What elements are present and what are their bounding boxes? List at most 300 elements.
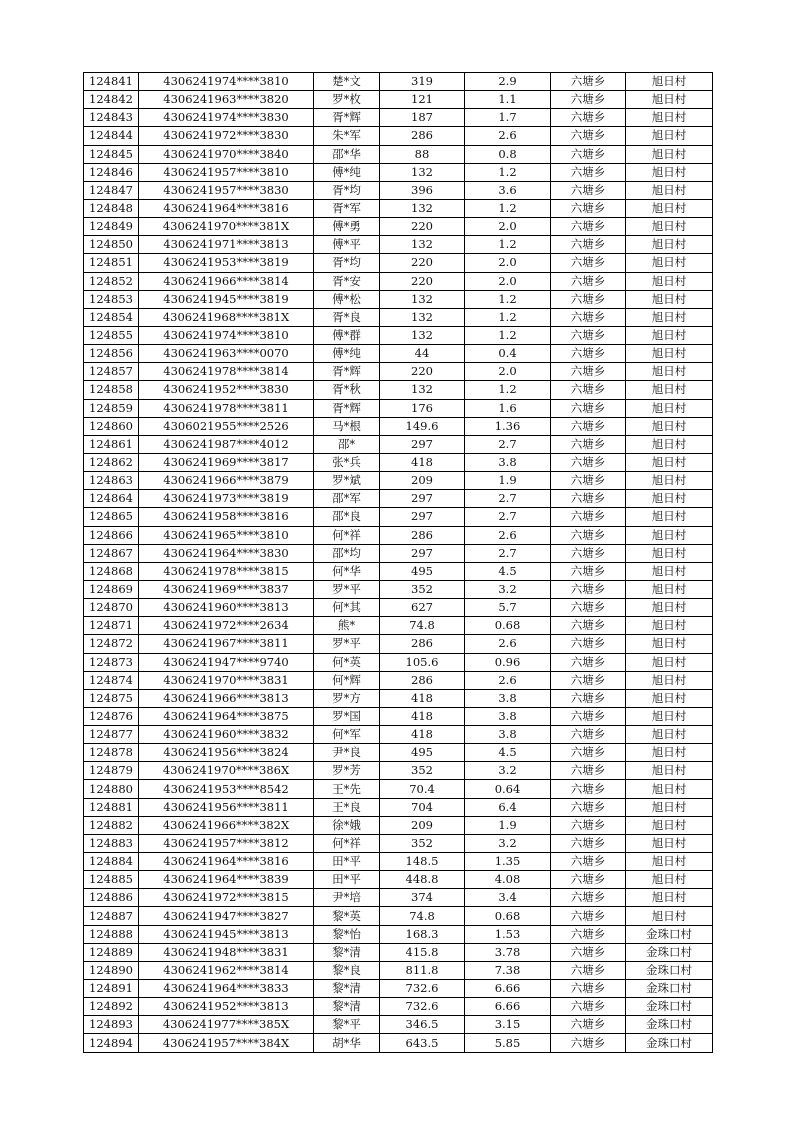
id-number-cell: 4306241974****3810	[139, 326, 314, 344]
township-cell: 六塘乡	[551, 907, 626, 925]
area-cell: 1.2	[465, 236, 551, 254]
id-number-cell: 4306241962****3814	[139, 961, 314, 979]
area-cell: 2.0	[465, 272, 551, 290]
id-number-cell: 4306241964****3839	[139, 871, 314, 889]
id-number-cell: 4306241978****3814	[139, 363, 314, 381]
area-cell: 1.6	[465, 399, 551, 417]
village-cell: 旭日村	[626, 345, 713, 363]
area-cell: 0.4	[465, 345, 551, 363]
id-number-cell: 4306241956****3811	[139, 798, 314, 816]
area-cell: 3.78	[465, 943, 551, 961]
table-row	[84, 834, 713, 852]
name-cell: 邵*军	[314, 490, 380, 508]
area-cell: 4.5	[465, 744, 551, 762]
amount-cell: 297	[380, 435, 465, 453]
name-cell: 黎*清	[314, 998, 380, 1016]
village-cell: 旭日村	[626, 163, 713, 181]
village-cell: 旭日村	[626, 780, 713, 798]
area-cell: 6.66	[465, 998, 551, 1016]
table-row	[84, 943, 713, 961]
name-cell: 朱*军	[314, 127, 380, 145]
township-cell: 六塘乡	[551, 798, 626, 816]
name-cell: 何*其	[314, 599, 380, 617]
township-cell: 六塘乡	[551, 853, 626, 871]
table-row	[84, 417, 713, 435]
amount-cell: 149.6	[380, 417, 465, 435]
village-cell: 旭日村	[626, 544, 713, 562]
amount-cell: 415.8	[380, 943, 465, 961]
amount-cell: 704	[380, 798, 465, 816]
township-cell: 六塘乡	[551, 617, 626, 635]
village-cell: 旭日村	[626, 671, 713, 689]
township-cell: 六塘乡	[551, 871, 626, 889]
village-cell: 旭日村	[626, 798, 713, 816]
name-cell: 何*祥	[314, 834, 380, 852]
township-cell: 六塘乡	[551, 435, 626, 453]
township-cell: 六塘乡	[551, 744, 626, 762]
amount-cell: 732.6	[380, 980, 465, 998]
amount-cell: 105.6	[380, 653, 465, 671]
serial-number-cell: 124860	[84, 417, 139, 435]
township-cell: 六塘乡	[551, 199, 626, 217]
amount-cell: 132	[380, 308, 465, 326]
serial-number-cell: 124863	[84, 472, 139, 490]
village-cell: 旭日村	[626, 580, 713, 598]
amount-cell: 286	[380, 127, 465, 145]
id-number-cell: 4306241947****3827	[139, 907, 314, 925]
id-number-cell: 4306241970****381X	[139, 218, 314, 236]
id-number-cell: 4306241958****3816	[139, 508, 314, 526]
township-cell: 六塘乡	[551, 544, 626, 562]
serial-number-cell: 124888	[84, 925, 139, 943]
name-cell: 楚*文	[314, 73, 380, 91]
table-row	[84, 272, 713, 290]
name-cell: 邵*华	[314, 145, 380, 163]
township-cell: 六塘乡	[551, 980, 626, 998]
serial-number-cell: 124853	[84, 290, 139, 308]
township-cell: 六塘乡	[551, 127, 626, 145]
serial-number-cell: 124855	[84, 326, 139, 344]
area-cell: 1.36	[465, 417, 551, 435]
serial-number-cell: 124859	[84, 399, 139, 417]
area-cell: 3.2	[465, 762, 551, 780]
amount-cell: 396	[380, 181, 465, 199]
table-row	[84, 490, 713, 508]
name-cell: 罗*方	[314, 689, 380, 707]
name-cell: 罗*枚	[314, 91, 380, 109]
township-cell: 六塘乡	[551, 816, 626, 834]
id-number-cell: 4306241966****3813	[139, 689, 314, 707]
name-cell: 胥*辉	[314, 363, 380, 381]
table-row	[84, 526, 713, 544]
table-row	[84, 1016, 713, 1034]
township-cell: 六塘乡	[551, 925, 626, 943]
township-cell: 六塘乡	[551, 1016, 626, 1034]
id-number-cell: 4306241970****3831	[139, 671, 314, 689]
name-cell: 胥*辉	[314, 399, 380, 417]
id-number-cell: 4306241957****3812	[139, 834, 314, 852]
table-row	[84, 345, 713, 363]
township-cell: 六塘乡	[551, 272, 626, 290]
table-row	[84, 363, 713, 381]
table-row	[84, 635, 713, 653]
area-cell: 3.2	[465, 834, 551, 852]
area-cell: 1.2	[465, 290, 551, 308]
amount-cell: 74.8	[380, 617, 465, 635]
serial-number-cell: 124889	[84, 943, 139, 961]
village-cell: 金珠口村	[626, 1034, 713, 1052]
id-number-cell: 4306241963****3820	[139, 91, 314, 109]
amount-cell: 732.6	[380, 998, 465, 1016]
area-cell: 0.96	[465, 653, 551, 671]
amount-cell: 448.8	[380, 871, 465, 889]
area-cell: 3.8	[465, 453, 551, 471]
table-row	[84, 472, 713, 490]
village-cell: 金珠口村	[626, 961, 713, 979]
name-cell: 胡*华	[314, 1034, 380, 1052]
serial-number-cell: 124854	[84, 308, 139, 326]
table-row	[84, 199, 713, 217]
township-cell: 六塘乡	[551, 290, 626, 308]
serial-number-cell: 124886	[84, 889, 139, 907]
serial-number-cell: 124842	[84, 91, 139, 109]
amount-cell: 148.5	[380, 853, 465, 871]
township-cell: 六塘乡	[551, 671, 626, 689]
serial-number-cell: 124872	[84, 635, 139, 653]
area-cell: 2.7	[465, 435, 551, 453]
area-cell: 2.0	[465, 218, 551, 236]
area-cell: 2.6	[465, 526, 551, 544]
table-row	[84, 145, 713, 163]
village-cell: 旭日村	[626, 871, 713, 889]
name-cell: 尹*培	[314, 889, 380, 907]
serial-number-cell: 124841	[84, 73, 139, 91]
township-cell: 六塘乡	[551, 526, 626, 544]
township-cell: 六塘乡	[551, 707, 626, 725]
amount-cell: 132	[380, 163, 465, 181]
amount-cell: 220	[380, 363, 465, 381]
village-cell: 旭日村	[626, 653, 713, 671]
serial-number-cell: 124847	[84, 181, 139, 199]
amount-cell: 209	[380, 472, 465, 490]
id-number-cell: 4306241948****3831	[139, 943, 314, 961]
amount-cell: 132	[380, 381, 465, 399]
serial-number-cell: 124891	[84, 980, 139, 998]
name-cell: 胥*辉	[314, 109, 380, 127]
village-cell: 旭日村	[626, 272, 713, 290]
township-cell: 六塘乡	[551, 145, 626, 163]
area-cell: 2.9	[465, 73, 551, 91]
amount-cell: 74.8	[380, 907, 465, 925]
amount-cell: 418	[380, 689, 465, 707]
table-row	[84, 127, 713, 145]
name-cell: 邵*均	[314, 544, 380, 562]
township-cell: 六塘乡	[551, 762, 626, 780]
id-number-cell: 4306241970****3840	[139, 145, 314, 163]
village-cell: 旭日村	[626, 218, 713, 236]
table-row	[84, 109, 713, 127]
name-cell: 傅*群	[314, 326, 380, 344]
area-cell: 3.8	[465, 707, 551, 725]
name-cell: 黎*英	[314, 907, 380, 925]
id-number-cell: 4306241974****3830	[139, 109, 314, 127]
id-number-cell: 4306241945****3819	[139, 290, 314, 308]
records-table-body	[84, 73, 713, 1053]
serial-number-cell: 124844	[84, 127, 139, 145]
table-row	[84, 308, 713, 326]
amount-cell: 418	[380, 453, 465, 471]
name-cell: 傅*平	[314, 236, 380, 254]
village-cell: 旭日村	[626, 762, 713, 780]
id-number-cell: 4306241966****3814	[139, 272, 314, 290]
id-number-cell: 4306241972****2634	[139, 617, 314, 635]
table-row	[84, 653, 713, 671]
table-row	[84, 381, 713, 399]
name-cell: 罗*平	[314, 580, 380, 598]
township-cell: 六塘乡	[551, 472, 626, 490]
township-cell: 六塘乡	[551, 508, 626, 526]
serial-number-cell: 124849	[84, 218, 139, 236]
township-cell: 六塘乡	[551, 635, 626, 653]
name-cell: 胥*均	[314, 181, 380, 199]
table-row	[84, 762, 713, 780]
township-cell: 六塘乡	[551, 961, 626, 979]
amount-cell: 132	[380, 236, 465, 254]
village-cell: 旭日村	[626, 145, 713, 163]
area-cell: 4.5	[465, 562, 551, 580]
township-cell: 六塘乡	[551, 689, 626, 707]
township-cell: 六塘乡	[551, 490, 626, 508]
village-cell: 旭日村	[626, 127, 713, 145]
amount-cell: 297	[380, 508, 465, 526]
township-cell: 六塘乡	[551, 163, 626, 181]
village-cell: 旭日村	[626, 453, 713, 471]
serial-number-cell: 124892	[84, 998, 139, 1016]
table-row	[84, 744, 713, 762]
id-number-cell: 4306241963****0070	[139, 345, 314, 363]
serial-number-cell: 124883	[84, 834, 139, 852]
id-number-cell: 4306241957****384X	[139, 1034, 314, 1052]
village-cell: 旭日村	[626, 853, 713, 871]
serial-number-cell: 124879	[84, 762, 139, 780]
village-cell: 金珠口村	[626, 998, 713, 1016]
village-cell: 旭日村	[626, 199, 713, 217]
table-row	[84, 871, 713, 889]
village-cell: 旭日村	[626, 562, 713, 580]
id-number-cell: 4306241965****3810	[139, 526, 314, 544]
township-cell: 六塘乡	[551, 653, 626, 671]
serial-number-cell: 124871	[84, 617, 139, 635]
village-cell: 旭日村	[626, 363, 713, 381]
township-cell: 六塘乡	[551, 580, 626, 598]
amount-cell: 286	[380, 635, 465, 653]
area-cell: 0.68	[465, 617, 551, 635]
serial-number-cell: 124862	[84, 453, 139, 471]
amount-cell: 220	[380, 272, 465, 290]
id-number-cell: 4306021955****2526	[139, 417, 314, 435]
serial-number-cell: 124873	[84, 653, 139, 671]
table-row	[84, 218, 713, 236]
table-row	[84, 961, 713, 979]
name-cell: 何*辉	[314, 671, 380, 689]
township-cell: 六塘乡	[551, 417, 626, 435]
table-row	[84, 73, 713, 91]
township-cell: 六塘乡	[551, 780, 626, 798]
id-number-cell: 4306241952****3830	[139, 381, 314, 399]
township-cell: 六塘乡	[551, 218, 626, 236]
serial-number-cell: 124846	[84, 163, 139, 181]
serial-number-cell: 124870	[84, 599, 139, 617]
village-cell: 旭日村	[626, 381, 713, 399]
township-cell: 六塘乡	[551, 599, 626, 617]
township-cell: 六塘乡	[551, 363, 626, 381]
id-number-cell: 4306241960****3813	[139, 599, 314, 617]
township-cell: 六塘乡	[551, 726, 626, 744]
table-row	[84, 562, 713, 580]
village-cell: 旭日村	[626, 308, 713, 326]
name-cell: 黎*清	[314, 943, 380, 961]
village-cell: 旭日村	[626, 526, 713, 544]
records-table	[83, 72, 713, 1053]
amount-cell: 132	[380, 290, 465, 308]
id-number-cell: 4306241987****4012	[139, 435, 314, 453]
village-cell: 旭日村	[626, 181, 713, 199]
serial-number-cell: 124851	[84, 254, 139, 272]
amount-cell: 176	[380, 399, 465, 417]
id-number-cell: 4306241968****381X	[139, 308, 314, 326]
village-cell: 旭日村	[626, 816, 713, 834]
area-cell: 1.9	[465, 816, 551, 834]
village-cell: 旭日村	[626, 689, 713, 707]
amount-cell: 132	[380, 199, 465, 217]
village-cell: 旭日村	[626, 834, 713, 852]
name-cell: 徐*娥	[314, 816, 380, 834]
serial-number-cell: 124868	[84, 562, 139, 580]
area-cell: 1.2	[465, 308, 551, 326]
table-row	[84, 254, 713, 272]
id-number-cell: 4306241966****382X	[139, 816, 314, 834]
area-cell: 2.7	[465, 490, 551, 508]
serial-number-cell: 124848	[84, 199, 139, 217]
serial-number-cell: 124882	[84, 816, 139, 834]
serial-number-cell: 124877	[84, 726, 139, 744]
table-row	[84, 707, 713, 725]
serial-number-cell: 124875	[84, 689, 139, 707]
township-cell: 六塘乡	[551, 943, 626, 961]
name-cell: 张*兵	[314, 453, 380, 471]
amount-cell: 70.4	[380, 780, 465, 798]
id-number-cell: 4306241974****3810	[139, 73, 314, 91]
serial-number-cell: 124893	[84, 1016, 139, 1034]
area-cell: 0.64	[465, 780, 551, 798]
village-cell: 旭日村	[626, 889, 713, 907]
village-cell: 旭日村	[626, 599, 713, 617]
name-cell: 何*华	[314, 562, 380, 580]
area-cell: 1.2	[465, 381, 551, 399]
serial-number-cell: 124850	[84, 236, 139, 254]
area-cell: 1.2	[465, 199, 551, 217]
name-cell: 何*英	[314, 653, 380, 671]
amount-cell: 286	[380, 671, 465, 689]
village-cell: 旭日村	[626, 726, 713, 744]
amount-cell: 209	[380, 816, 465, 834]
area-cell: 3.6	[465, 181, 551, 199]
amount-cell: 187	[380, 109, 465, 127]
township-cell: 六塘乡	[551, 254, 626, 272]
name-cell: 胥*安	[314, 272, 380, 290]
id-number-cell: 4306241969****3837	[139, 580, 314, 598]
township-cell: 六塘乡	[551, 326, 626, 344]
id-number-cell: 4306241978****3815	[139, 562, 314, 580]
id-number-cell: 4306241964****3833	[139, 980, 314, 998]
table-row	[84, 925, 713, 943]
name-cell: 何*祥	[314, 526, 380, 544]
serial-number-cell: 124843	[84, 109, 139, 127]
area-cell: 4.08	[465, 871, 551, 889]
table-row	[84, 853, 713, 871]
name-cell: 邵*	[314, 435, 380, 453]
table-row	[84, 816, 713, 834]
area-cell: 5.85	[465, 1034, 551, 1052]
table-row	[84, 980, 713, 998]
township-cell: 六塘乡	[551, 91, 626, 109]
township-cell: 六塘乡	[551, 834, 626, 852]
amount-cell: 352	[380, 834, 465, 852]
area-cell: 2.7	[465, 544, 551, 562]
area-cell: 1.53	[465, 925, 551, 943]
id-number-cell: 4306241956****3824	[139, 744, 314, 762]
village-cell: 旭日村	[626, 417, 713, 435]
amount-cell: 643.5	[380, 1034, 465, 1052]
amount-cell: 495	[380, 562, 465, 580]
serial-number-cell: 124845	[84, 145, 139, 163]
id-number-cell: 4306241953****8542	[139, 780, 314, 798]
amount-cell: 121	[380, 91, 465, 109]
village-cell: 旭日村	[626, 326, 713, 344]
serial-number-cell: 124852	[84, 272, 139, 290]
amount-cell: 88	[380, 145, 465, 163]
area-cell: 2.6	[465, 671, 551, 689]
amount-cell: 352	[380, 580, 465, 598]
village-cell: 旭日村	[626, 399, 713, 417]
amount-cell: 811.8	[380, 961, 465, 979]
serial-number-cell: 124864	[84, 490, 139, 508]
village-cell: 旭日村	[626, 907, 713, 925]
township-cell: 六塘乡	[551, 399, 626, 417]
serial-number-cell: 124890	[84, 961, 139, 979]
area-cell: 7.38	[465, 961, 551, 979]
table-row	[84, 326, 713, 344]
id-number-cell: 4306241960****3832	[139, 726, 314, 744]
name-cell: 王*良	[314, 798, 380, 816]
name-cell: 傅*纯	[314, 345, 380, 363]
name-cell: 何*军	[314, 726, 380, 744]
serial-number-cell: 124858	[84, 381, 139, 399]
area-cell: 3.4	[465, 889, 551, 907]
area-cell: 2.0	[465, 254, 551, 272]
name-cell: 胥*均	[314, 254, 380, 272]
amount-cell: 132	[380, 326, 465, 344]
area-cell: 2.0	[465, 363, 551, 381]
serial-number-cell: 124857	[84, 363, 139, 381]
table-row	[84, 599, 713, 617]
name-cell: 傅*纯	[314, 163, 380, 181]
table-row	[84, 889, 713, 907]
name-cell: 黎*良	[314, 961, 380, 979]
serial-number-cell: 124885	[84, 871, 139, 889]
area-cell: 0.68	[465, 907, 551, 925]
table-row	[84, 689, 713, 707]
